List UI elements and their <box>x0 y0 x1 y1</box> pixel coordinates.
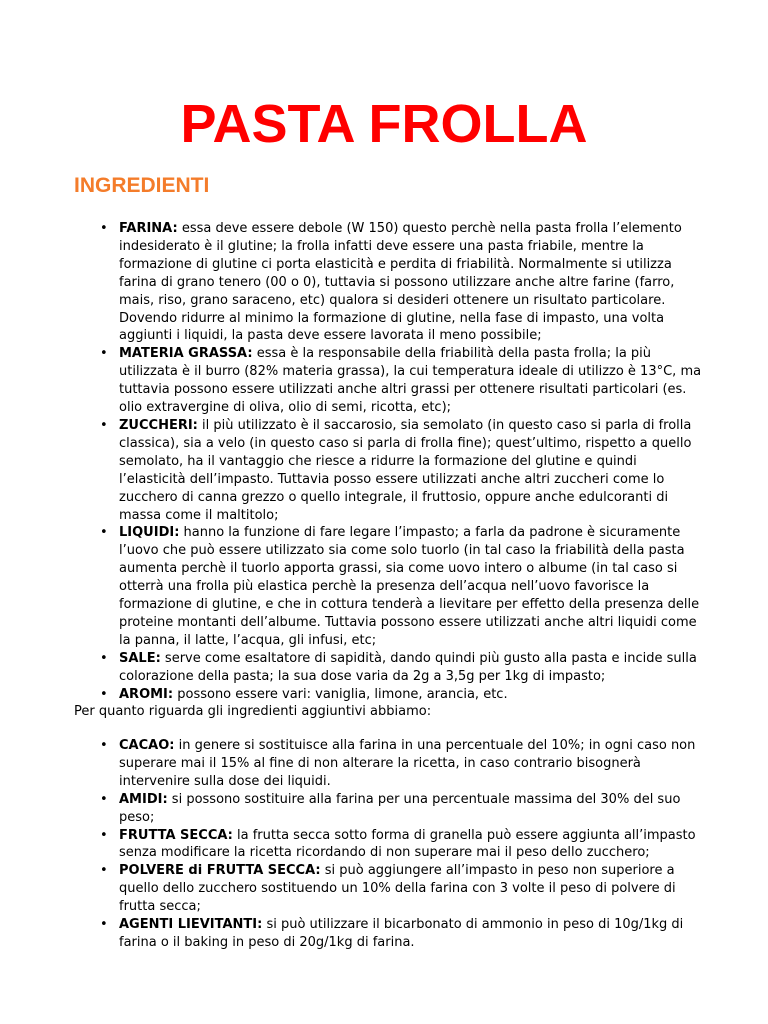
section-heading-ingredienti: INGREDIENTI <box>74 174 210 197</box>
bullet-icon: • <box>100 650 108 666</box>
lead-paragraph: Per quanto riguarda gli ingredienti aggiuntivi abbiamo: <box>74 704 432 719</box>
bullet-icon: • <box>100 827 108 843</box>
list-item <box>74 916 706 952</box>
bullet-icon: • <box>100 863 108 879</box>
list-item <box>74 686 706 704</box>
item-label: AGENTI LIEVITANTI: <box>119 917 263 933</box>
bullet-icon: • <box>100 686 108 702</box>
list-item <box>74 791 706 827</box>
item-label: POLVERE di FRUTTA SECCA: <box>119 863 321 879</box>
item-text: si può utilizzare il bicarbonato di ammonio in peso di 10g/1kg di farina o il baking in peso di 20g/1kg di farina. <box>119 917 684 950</box>
item-text: essa è la responsabile della friabilità della pasta frolla; la più utilizzata è il burro (82% materia grassa), la cui temperatura ideale di utilizzo è 13°C, ma tuttavia possono essere utilizzati anche altri grassi per ottenere risultati particolari (es. olio extravergine di oliva, olio di semi, ricotta, etc); <box>119 346 702 416</box>
list-item <box>74 220 706 345</box>
item-text: serve come esaltatore di sapidità, dando quindi più gusto alla pasta e incide sulla colorazione della pasta; la sua dose varia da 2g a 3,5g per 1kg di impasto; <box>119 650 697 684</box>
item-text: essa deve essere debole (W 150) questo perchè nella pasta frolla l’elemento indesiderato è il glutine; la frolla infatti deve essere una pasta friabile, mentre la formazione di glutine ci porta elasticità e perdita di friabilità. Normalmente si utilizza farina di grano tenero (00 o 0), tuttavia si possono utilizzare anche altre farine (farro, mais, riso, grano saraceno, etc) qualora si desideri ottenere un risultato particolare. Dovendo ridurre al minimo la formazione di glutine, nella fase di impasto, una volta aggiunti i liquidi, la pasta deve essere lavorata il meno possibile; <box>119 221 682 344</box>
list-item <box>74 345 706 417</box>
list-item <box>74 650 706 686</box>
bullet-icon: • <box>100 417 108 433</box>
item-text: in genere si sostituisce alla farina in una percentuale del 10%; in ogni caso non superare mai il 15% al fine di non alterare la ricetta, in caso contrario bisognerà intervenire sulla dose dei liquidi. <box>119 738 696 789</box>
list-item <box>74 827 706 863</box>
bullet-icon: • <box>100 221 108 236</box>
list-item <box>74 862 706 916</box>
extras-list <box>74 737 706 952</box>
item-text: si possono sostituire alla farina per una percentuale massima del 30% del suo peso; <box>119 791 681 825</box>
item-label: AROMI: <box>119 686 174 702</box>
item-text: si può aggiungere all’impasto in peso non superiore a quello dello zucchero sostituendo un 10% della farina con 3 volte il peso di polvere di frutta secca; <box>119 863 676 915</box>
bullet-icon: • <box>100 917 108 933</box>
item-label: FRUTTA SECCA: <box>119 827 233 843</box>
list-item <box>74 524 706 649</box>
document-title: PASTA FROLLA <box>180 94 588 154</box>
bullet-icon: • <box>100 346 108 362</box>
item-label: MATERIA GRASSA: <box>119 346 253 362</box>
item-label: SALE: <box>119 650 161 666</box>
item-text: possono essere vari: vaniglia, limone, arancia, etc. <box>173 686 508 702</box>
item-text: la frutta secca sotto forma di granella può essere aggiunta all’impasto senza modificare la ricetta ricordando di non superare mai il peso dello zucchero; <box>119 827 696 861</box>
bullet-icon: • <box>100 738 108 753</box>
list-item <box>74 737 706 791</box>
item-text: hanno la funzione di fare legare l’impasto; a farla da padrone è sicuramente l’uovo che può essere utilizzato sia come solo tuorlo (in tal caso la friabilità della pasta aumenta perchè il tuorlo apporta grassi, sia come uovo intero o albume (in tal caso si otterrà una frolla più elastica perchè la presenza dell’acqua nell’uovo favorisce la formazione di glutine, e che in cottura tenderà a lievitare per effetto della presenza delle proteine montanti dell’albume. Tuttavia possono essere utilizzati anche altri liquidi come la panna, il latte, l’acqua, gli infusi, etc; <box>119 525 700 648</box>
bullet-icon: • <box>100 525 108 541</box>
item-label: CACAO: <box>119 738 175 753</box>
item-label: LIQUIDI: <box>119 525 180 541</box>
item-label: ZUCCHERI: <box>119 417 198 433</box>
ingredients-list <box>74 220 706 703</box>
item-text: il più utilizzato è il saccarosio, sia semolato (in questo caso si parla di frolla classica), sia a velo (in questo caso si parla di frolla fine); quest’ultimo, rispetto a quello semolato, ha il vantaggio che riesce a ridurre la formazione del glutine e quindi l’elasticità dell’impasto. Tuttavia posso essere utilizzati anche altri zuccheri come lo zucchero di canna grezzo o quello integrale, il fruttosio, oppure anche edulcoranti di massa come il maltitolo; <box>119 417 692 523</box>
item-label: FARINA: <box>119 221 178 236</box>
bullet-icon: • <box>100 791 108 807</box>
item-label: AMIDI: <box>119 791 168 807</box>
list-item <box>74 417 706 524</box>
